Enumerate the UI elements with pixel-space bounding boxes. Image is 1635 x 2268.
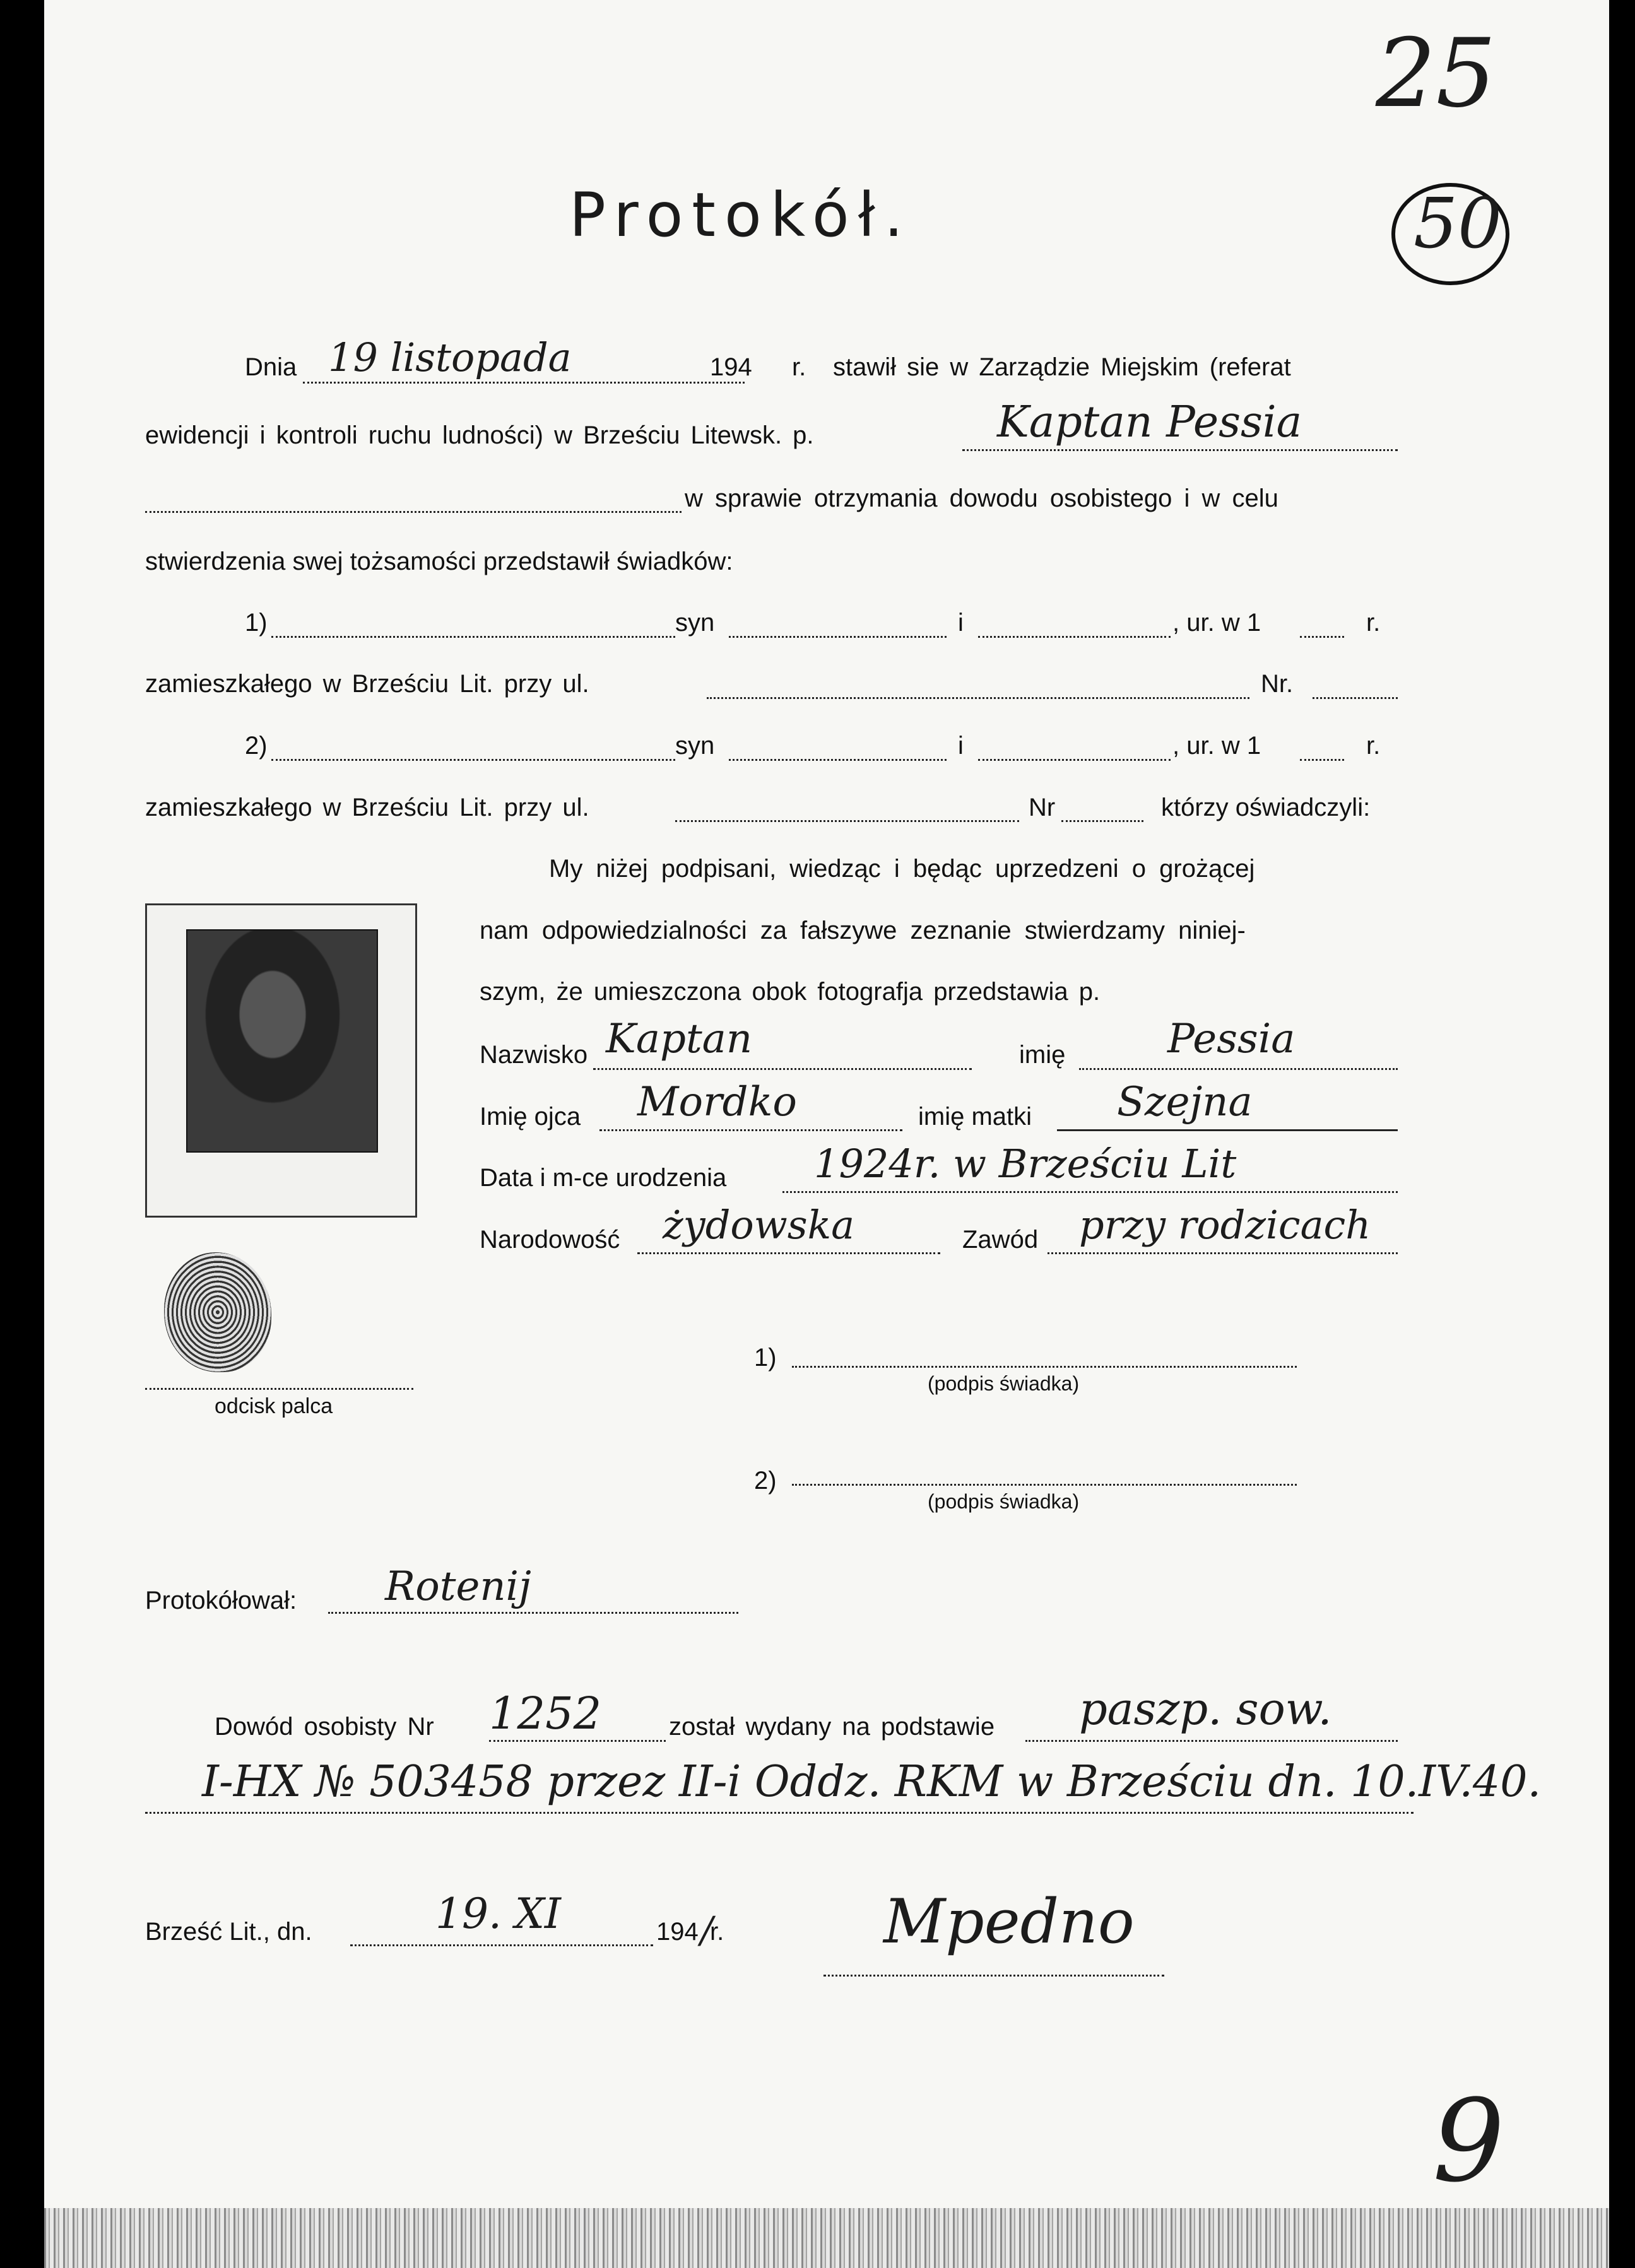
statement-line3: szym, że umieszczona obok fotografja przedstawia p. (480, 978, 1101, 1006)
nationality-line (637, 1252, 940, 1254)
witness1-nr: Nr. (1261, 670, 1294, 698)
document-page (44, 0, 1609, 2268)
intro-line4: stwierdzenia swej tożsamości przedstawił świadków: (145, 548, 733, 575)
witness2-name-line (271, 759, 675, 761)
mother-line (1057, 1129, 1398, 1131)
father-value: Mordko (637, 1079, 797, 1125)
intro-line3: w sprawie otrzymania dowodu osobistego i w celu (685, 485, 1278, 512)
witness2-year-line (1300, 759, 1344, 761)
mother-value: Szejna (1117, 1079, 1253, 1125)
protocol-label: Protokółował: (145, 1587, 297, 1614)
surname-line (593, 1068, 972, 1070)
bottom-number: 9 (1432, 2076, 1505, 2207)
intro-line1: stawił sie w Zarządzie Miejskim (referat (833, 353, 1291, 381)
mother-label: imię matki (918, 1103, 1032, 1131)
name-dotted-line (962, 449, 1398, 451)
witness2-r: r. (1366, 732, 1381, 760)
occupation-line (1048, 1252, 1398, 1254)
corner-number: 25 (1376, 19, 1496, 129)
birth-value: 1924r. w Brześciu Lit (814, 1141, 1237, 1187)
signature1-line (792, 1366, 1297, 1368)
witness2-residence: zamieszkałego w Brześciu Lit. przy ul. (145, 794, 589, 821)
circled-number: 50 (1414, 183, 1502, 264)
footer-year-digit: / (700, 1908, 713, 1951)
witness2-i: i (958, 732, 964, 760)
statement-line2: nam odpowiedzialności za fałszywe zeznanie stwierdzamy niniej- (480, 917, 1246, 944)
witness1-nr-line (1313, 697, 1398, 699)
birth-line (782, 1191, 1398, 1193)
witness1-name-line (271, 636, 675, 638)
footer-date: 19. XI (435, 1889, 561, 1938)
name-handwritten: Kaptan Pessia (997, 397, 1302, 447)
firstname-value: Pessia (1167, 1016, 1296, 1062)
firstname-label: imię (1019, 1041, 1066, 1069)
id-line2: I-HX № 503458 przez II-i Oddz. RKM w Brześciu dn. 10.IV.40. (202, 1757, 1542, 1807)
declared-label: którzy oświadczyli: (1161, 794, 1371, 821)
witness1-residence: zamieszkałego w Brześciu Lit. przy ul. (145, 670, 589, 698)
witness1-mother-line (978, 636, 1171, 638)
id-number: 1252 (489, 1688, 602, 1739)
r-label: r. (792, 353, 806, 381)
witness1-i: i (958, 609, 964, 637)
statement-line1: My niżej podpisani, wiedząc i będąc uprzedzeni o grożącej (549, 855, 1255, 883)
witness2-mother-line (978, 759, 1171, 761)
witness1-year-line (1300, 636, 1344, 638)
witness2-ur: , ur. w 1 (1172, 732, 1261, 760)
surname-label: Nazwisko (480, 1041, 588, 1069)
fingerprint-image (164, 1252, 271, 1372)
nationality-value: żydowska (663, 1202, 855, 1248)
scan-edge-noise (44, 2208, 1609, 2268)
nationality-label: Narodowość (480, 1226, 620, 1254)
protocol-signature: Rotenij (385, 1563, 531, 1610)
witness2-street-line (675, 820, 1019, 822)
signature1-number: 1) (754, 1344, 777, 1372)
occupation-label: Zawód (962, 1226, 1039, 1254)
protocol-line (328, 1612, 738, 1614)
signature2-label: (podpis świadka) (928, 1490, 1080, 1513)
father-line (599, 1129, 902, 1131)
occupation-value: przy rodzicach (1079, 1202, 1371, 1248)
intro-line2: ewidencji i kontroli ruchu ludności) w Brześciu Litewsk. p. (145, 421, 814, 449)
blank-dotted-line (145, 511, 682, 513)
witness1-r: r. (1366, 609, 1381, 637)
fingerprint-line (145, 1388, 413, 1390)
witness1-syn: syn (675, 609, 715, 637)
witness1-street-line (707, 697, 1249, 699)
witness1-ur: , ur. w 1 (1172, 609, 1261, 637)
footer-year: 194 (656, 1918, 699, 1946)
official-signature: Mpedno (883, 1886, 1135, 1957)
witness2-syn: syn (675, 732, 715, 760)
footer-r: r. (710, 1918, 724, 1946)
fingerprint-label: odcisk palca (215, 1394, 333, 1418)
witness2-nr: Nr (1029, 794, 1056, 821)
father-label: Imię ojca (480, 1103, 581, 1131)
photo-frame (145, 903, 417, 1218)
surname-value: Kaptan (606, 1016, 753, 1062)
dnia-label: Dnia (245, 353, 297, 381)
footer-date-line (350, 1944, 653, 1946)
witness2-number: 2) (245, 732, 268, 760)
witness2-father-line (729, 759, 947, 761)
date-dotted-line (303, 382, 745, 384)
document-title: Protokół. (569, 180, 912, 250)
id-mid-text: został wydany na podstawie (669, 1713, 995, 1741)
id-basis-line (1025, 1740, 1398, 1742)
year-prefix: 194 (710, 353, 752, 381)
portrait-photo (186, 929, 378, 1153)
date-handwritten: 19 listopada (328, 334, 572, 380)
official-signature-line (823, 1975, 1164, 1977)
signature2-number: 2) (754, 1467, 777, 1495)
id-number-line (489, 1740, 666, 1742)
footer-place: Brześć Lit., dn. (145, 1918, 312, 1946)
id-label: Dowód osobisty Nr (215, 1713, 434, 1741)
signature1-label: (podpis świadka) (928, 1372, 1080, 1395)
signature2-line (792, 1484, 1297, 1486)
id-basis: paszp. sow. (1079, 1683, 1332, 1735)
id-line2-underline (145, 1812, 1414, 1814)
birth-label: Data i m-ce urodzenia (480, 1164, 727, 1192)
firstname-line (1079, 1068, 1398, 1070)
witness2-nr-line (1061, 820, 1143, 822)
witness1-number: 1) (245, 609, 268, 637)
witness1-father-line (729, 636, 947, 638)
